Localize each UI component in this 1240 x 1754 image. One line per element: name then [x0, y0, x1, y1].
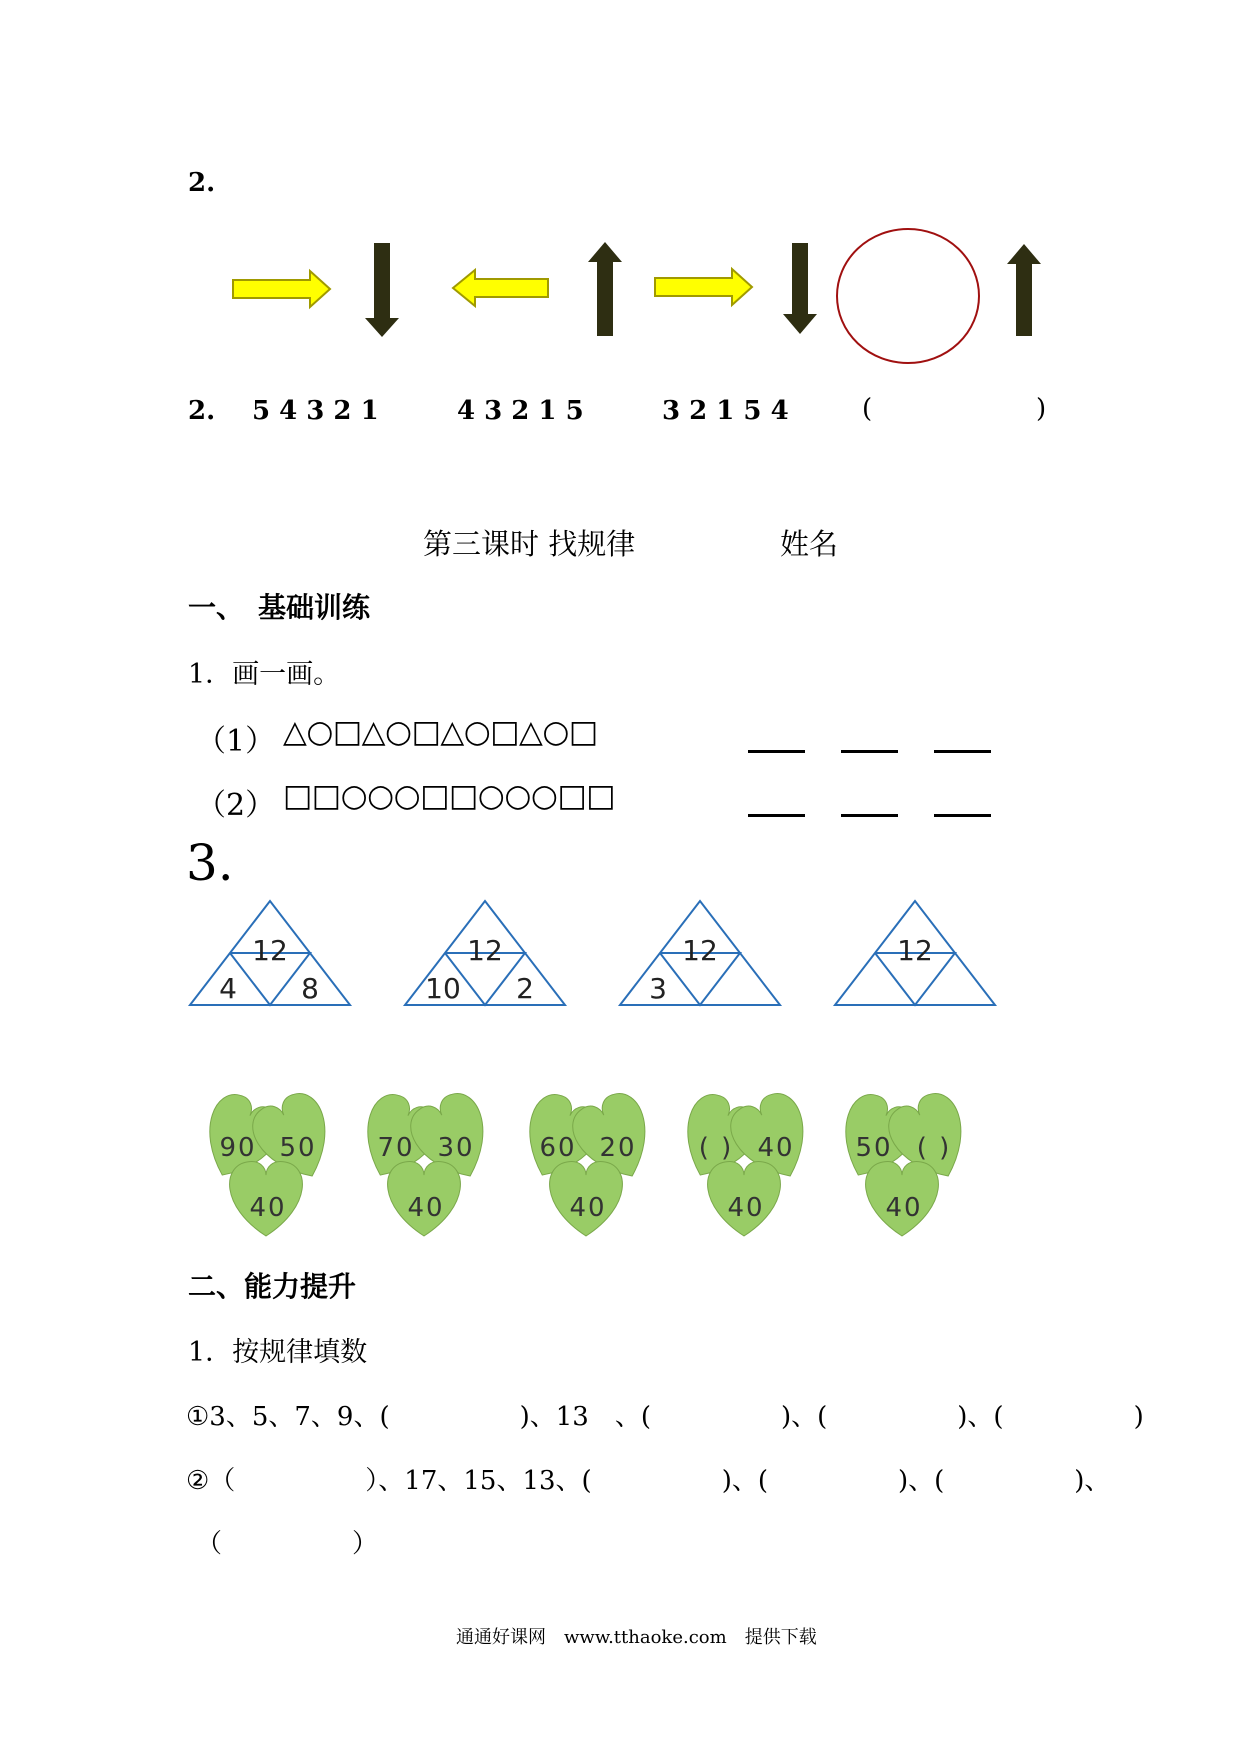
question-number-3: 3.: [186, 834, 234, 892]
clover: [827, 1086, 981, 1236]
clover: [349, 1086, 503, 1236]
sequence-line-2: ②（ ）、17、15、13、( )、( )、( )、: [186, 1466, 1111, 1496]
triangle-left-number: 10: [425, 972, 461, 1005]
clover-bottom-number: 40: [407, 1193, 445, 1223]
triangle-left-number: 3: [649, 972, 667, 1005]
footer-source: 通通好课网 www.tthaoke.com 提供下载: [456, 1627, 817, 1648]
row-2-shapes: □□○○○□□○○○□□: [283, 778, 616, 814]
question-number-2b: 2.: [188, 396, 216, 426]
triangle-left-number: 4: [219, 972, 237, 1005]
row-1-label: （1）: [196, 724, 276, 759]
triangle-top-number: 12: [252, 934, 288, 967]
clover-right-number: 40: [757, 1133, 795, 1163]
clover: [669, 1086, 823, 1236]
triangle-right-number: 2: [516, 972, 534, 1005]
triangle-top-number: 12: [467, 934, 503, 967]
clover-left-number: 60: [539, 1133, 577, 1163]
lesson-title: 第三课时 找规律: [423, 527, 636, 561]
clover-right-number: ( ): [916, 1133, 952, 1163]
question-number-2: 2.: [188, 168, 216, 198]
name-label: 姓名: [780, 527, 839, 561]
triangle-right-number: 8: [301, 972, 319, 1005]
clover-left-number: ( ): [698, 1133, 734, 1163]
row-2-label: （2）: [196, 788, 276, 823]
section-heading-basic: 一、 基础训练: [188, 591, 371, 624]
sequence-1: 5 4 3 2 1: [252, 396, 379, 426]
question-1-draw: 1．画一画。: [188, 659, 341, 690]
clover-left-number: 90: [219, 1133, 257, 1163]
sequence-line-3: （ ）: [196, 1529, 379, 1559]
sequence-2: 4 3 2 1 5: [457, 396, 584, 426]
clover-bottom-number: 40: [727, 1193, 765, 1223]
triangle-top-number: 12: [682, 934, 718, 967]
clover: [191, 1086, 345, 1236]
clover-right-number: 20: [599, 1133, 637, 1163]
answer-paren-close: ): [1036, 394, 1047, 424]
clover-bottom-number: 40: [569, 1193, 607, 1223]
triangle-top-number: 12: [897, 934, 933, 967]
clover-right-number: 30: [437, 1133, 475, 1163]
question-1-fill-numbers: 1．按规律填数: [188, 1337, 368, 1368]
clover-left-number: 50: [855, 1133, 893, 1163]
sequence-3: 3 2 1 5 4: [662, 396, 789, 426]
clover-right-number: 50: [279, 1133, 317, 1163]
row-1-shapes: △○□△○□△○□△○□: [283, 714, 598, 750]
clover-bottom-number: 40: [885, 1193, 923, 1223]
clover-left-number: 70: [377, 1133, 415, 1163]
answer-paren-open: (: [862, 394, 873, 424]
clover-bottom-number: 40: [249, 1193, 287, 1223]
section-heading-advanced: 二、能力提升: [188, 1270, 357, 1303]
sequence-line-1: ①3、5、7、9、( )、13 、( )、( )、( ): [186, 1402, 1144, 1432]
clover: [511, 1086, 665, 1236]
